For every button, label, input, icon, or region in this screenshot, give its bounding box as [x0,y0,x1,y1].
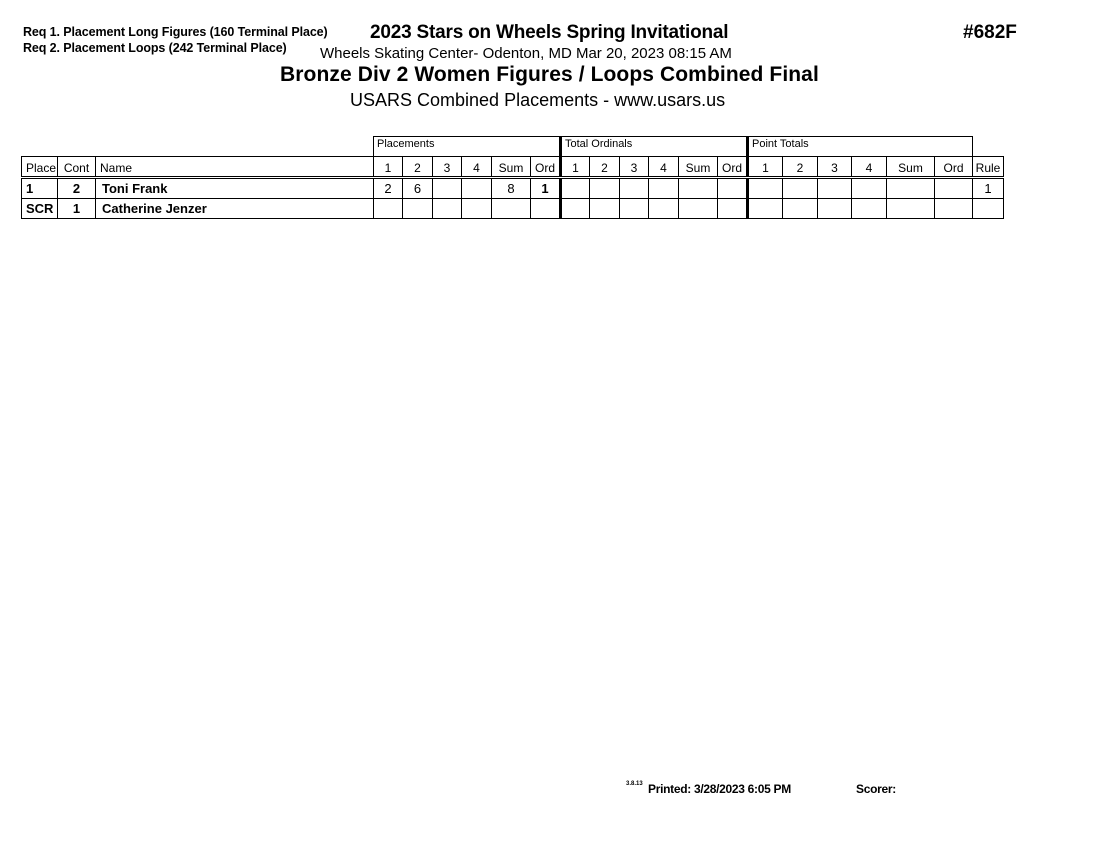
table-cell [374,199,403,219]
column-header: Name [96,157,374,178]
table-cell [748,199,783,219]
table-cell [748,178,783,199]
table-row [22,199,1004,219]
column-header: 2 [403,157,433,178]
table-cell [433,199,462,219]
table-cell [531,199,561,219]
table-cell: 1 [531,178,561,199]
table-cell [403,199,433,219]
column-header: 3 [818,157,852,178]
table-cell: Toni Frank [96,178,374,199]
table-cell [590,178,620,199]
table-cell [679,178,718,199]
table-cell [620,199,649,219]
table-cell [649,199,679,219]
table-cell [462,178,492,199]
software-version: 3.8.13 [626,781,643,787]
table-cell [718,178,748,199]
column-header: 2 [783,157,818,178]
column-header: Cont [58,157,96,178]
table-cell [818,178,852,199]
table-cell [818,199,852,219]
results-table [21,136,1004,219]
table-cell [783,178,818,199]
table-cell [935,178,973,199]
table-cell: 8 [492,178,531,199]
scorer-label: Scorer: [856,782,896,796]
column-header: 1 [374,157,403,178]
table-cell [620,178,649,199]
table-row [22,178,1004,199]
subtitle: USARS Combined Placements - www.usars.us [350,90,726,110]
column-header: 2 [590,157,620,178]
table-cell: 2 [58,178,96,199]
group-placements: Placements [374,137,561,157]
table-cell [561,178,590,199]
table-cell [973,199,1004,219]
table-cell [887,199,935,219]
table-cell: 1 [973,178,1004,199]
table-cell [852,178,887,199]
column-header: Ord [718,157,748,178]
group-spacer [973,137,1004,157]
table-cell: SCR [22,199,58,219]
column-header: 4 [462,157,492,178]
event-title: Bronze Div 2 Women Figures / Loops Combined Final [280,63,819,86]
table-cell: 2 [374,178,403,199]
table-cell [935,199,973,219]
column-header: Sum [492,157,531,178]
table-cell: 6 [403,178,433,199]
requirement-1: Req 1. Placement Long Figures (160 Terminal Place) [23,25,328,39]
table-cell [649,178,679,199]
table-cell [590,199,620,219]
column-header: 4 [649,157,679,178]
venue-date: Wheels Skating Center- Odenton, MD Mar 20, 2023 08:15 AM [320,45,732,62]
table-cell: 1 [58,199,96,219]
column-header: Ord [531,157,561,178]
meet-title: 2023 Stars on Wheels Spring Invitational [370,22,729,43]
table-cell [492,199,531,219]
table-cell: 1 [22,178,58,199]
requirement-2: Req 2. Placement Loops (242 Terminal Place) [23,41,287,55]
table-cell: Catherine Jenzer [96,199,374,219]
column-header: 4 [852,157,887,178]
group-total-ordinals: Total Ordinals [561,137,748,157]
column-header: Place [22,157,58,178]
table-cell [561,199,590,219]
group-point-totals: Point Totals [748,137,973,157]
table-cell [433,178,462,199]
column-header: Rule [973,157,1004,178]
column-header: Sum [679,157,718,178]
column-header-row [22,157,1004,178]
column-header: 1 [561,157,590,178]
printed-timestamp: Printed: 3/28/2023 6:05 PM [648,782,791,796]
table-cell [679,199,718,219]
column-header: 1 [748,157,783,178]
table-cell [887,178,935,199]
group-header-row [22,137,1004,157]
table-cell [462,199,492,219]
event-number: #682F [963,22,1017,43]
column-header: Sum [887,157,935,178]
column-header: 3 [433,157,462,178]
column-header: Ord [935,157,973,178]
table-cell [783,199,818,219]
table-cell [852,199,887,219]
table-cell [718,199,748,219]
group-spacer [22,137,374,157]
column-header: 3 [620,157,649,178]
